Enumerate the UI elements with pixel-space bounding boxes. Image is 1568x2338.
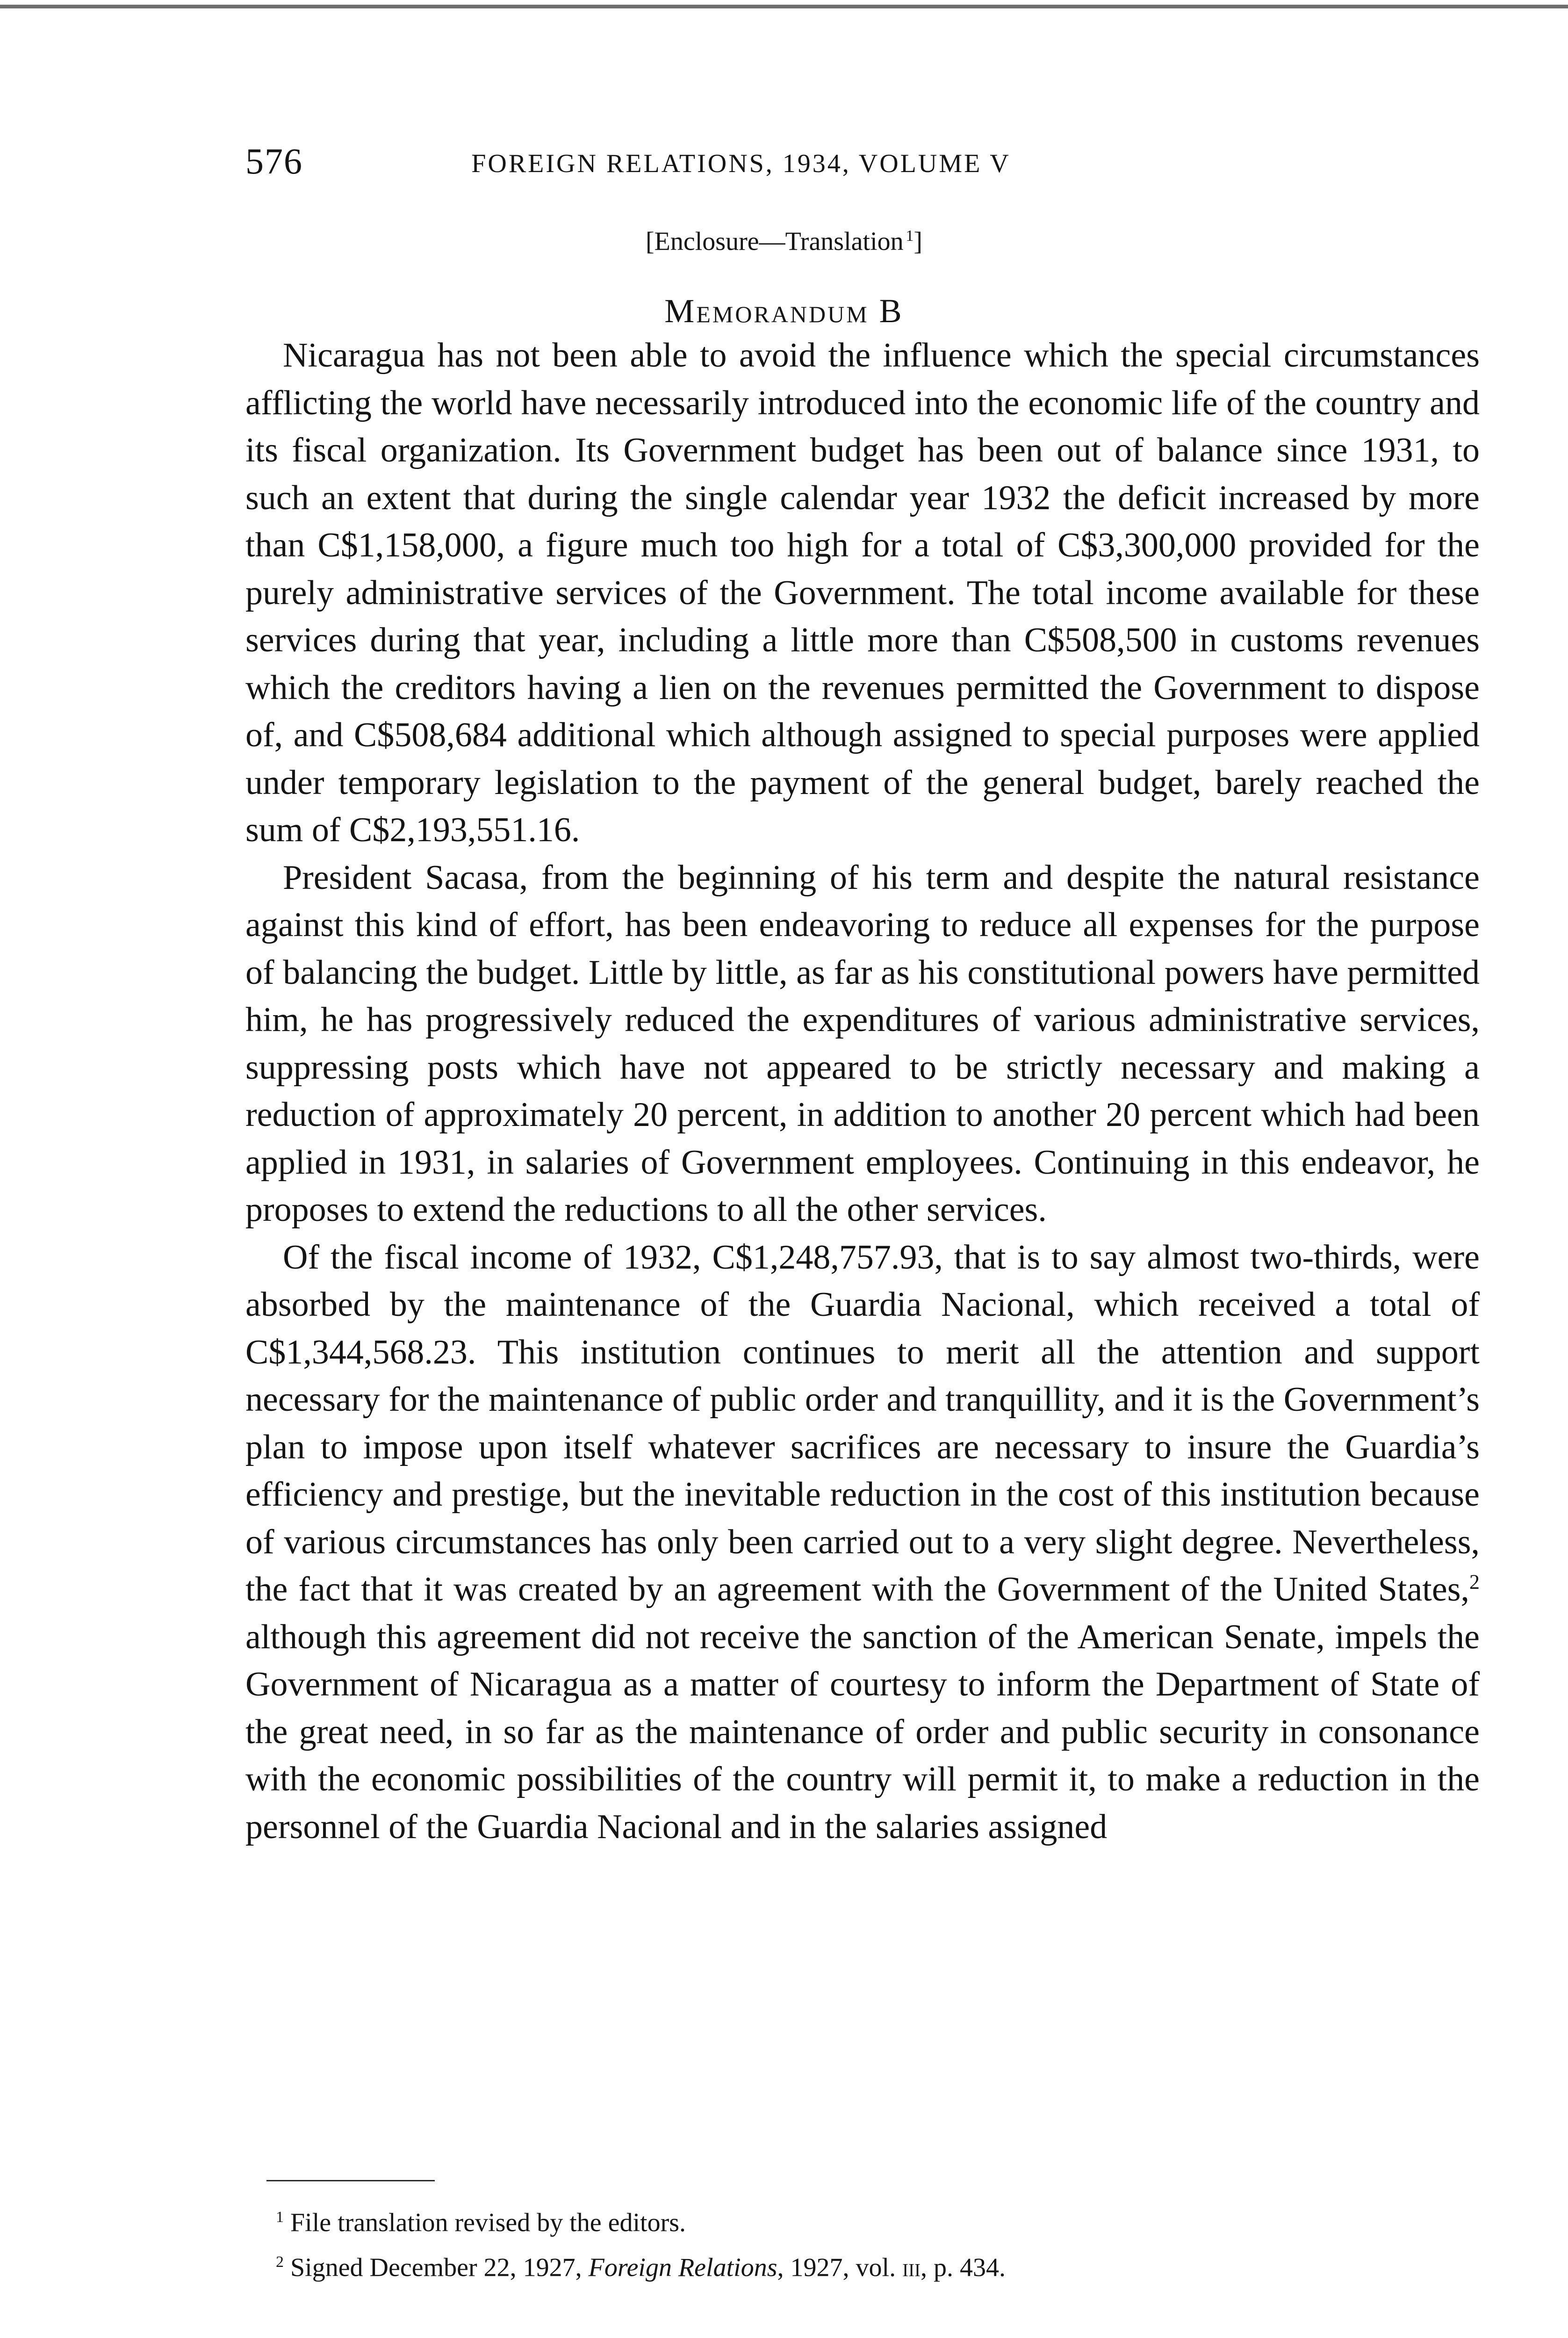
footnote-1-marker: 1 bbox=[276, 2208, 284, 2226]
paragraph-3 bbox=[245, 1234, 1480, 1851]
footnote-2-text: Signed December 22, 1927, bbox=[290, 2253, 589, 2282]
page-number: 576 bbox=[245, 141, 303, 181]
top-edge-rule bbox=[0, 5, 1568, 8]
running-head bbox=[245, 136, 1237, 187]
paragraph-3-part-1: Of the fiscal income of 1932, C$1,248,757.93, that is to say almost two-thirds, were absorbed by the maintenance of the Guardia Nacional, which received a total of C$1,344,568.23. This institution continues to merit all the attention and support necessary for the maintenance of public order and tranquillity, and it is the Government’s plan to impose upon itself whatever sacrifices are necessary to insure the Guardia’s efficiency and prestige, but the inevitable reduction in the cost of this institution because of various circumstances has only been carried out to a very slight degree. Nevertheless, the fact that it was created by an agreement with the Government of the United States, bbox=[245, 1238, 1480, 1609]
running-title: FOREIGN RELATIONS, 1934, VOLUME V bbox=[471, 149, 1011, 178]
paragraph-3-part-2: although this agreement did not receive the sanction of the American Senate, impels the Government of Nicaragua as a matter of courtesy to inform the Department of State of the great need, in so far as the maintenance of order and public security in consonance with the economic possibilities of the country will permit it, to make a reduction in the personnel of the Guardia Nacional and in the salaries assigned bbox=[245, 1617, 1480, 1846]
footnote-2 bbox=[276, 2243, 1463, 2287]
footnote-ref-1: 1 bbox=[906, 227, 914, 245]
footnote-2-marker: 2 bbox=[276, 2253, 284, 2271]
footnote-2-page: , p. 434. bbox=[921, 2253, 1006, 2282]
memo-title: Memorandum B bbox=[664, 292, 904, 330]
enclosure-line bbox=[0, 215, 1568, 263]
footnote-2-source-title: Foreign Relations bbox=[588, 2253, 777, 2282]
footnotes bbox=[276, 2198, 1463, 2287]
memorandum-body bbox=[245, 332, 1480, 1851]
footnote-1 bbox=[276, 2198, 1463, 2243]
footnote-2-year: , 1927, vol. bbox=[777, 2253, 903, 2282]
footnote-ref-2: 2 bbox=[1469, 1570, 1480, 1594]
paragraph-2: President Sacasa, from the beginning of his term and despite the natural resistance against this kind of effort, has been endeavoring to reduce all expenses for the purpose of balancing the budget. Little by little, as far as his constitutional powers have permitted him, he has progressively reduced the expenditures of various administrative services, suppressing posts which have not appeared to be strictly necessary and making a reduction of approximately 20 percent, in addition to another 20 percent which had been applied in 1931, in salaries of Government employees. Continuing in this endeavor, he proposes to extend the reductions to all the other services. bbox=[245, 858, 1480, 1229]
enclosure-close: ] bbox=[913, 227, 922, 256]
footnote-2-volume: iii bbox=[902, 2253, 921, 2282]
footnote-1-text: File translation revised by the editors. bbox=[290, 2208, 686, 2237]
enclosure-text: [Enclosure—Translation bbox=[646, 227, 904, 256]
paragraph-1: Nicaragua has not been able to avoid the influence which the special circumstances afflicting the world have necessarily introduced into the economic life of the country and its fiscal organization. Its Government budget has been out of balance since 1931, to such an extent that during the single calendar year 1932 the deficit increased by more than C$1,158,000, a figure much too high for a total of C$3,300,000 provided for the purely administrative services of the Government. The total income available for these services during that year, including a little more than C$508,500 in customs revenues which the creditors having a lien on the revenues permitted the Government to dispose of, and C$508,684 additional which although assigned to special purposes were applied under temporary legislation to the payment of the general budget, barely reached the sum of C$2,193,551.16. bbox=[245, 336, 1480, 849]
footnote-separator bbox=[266, 2180, 435, 2181]
